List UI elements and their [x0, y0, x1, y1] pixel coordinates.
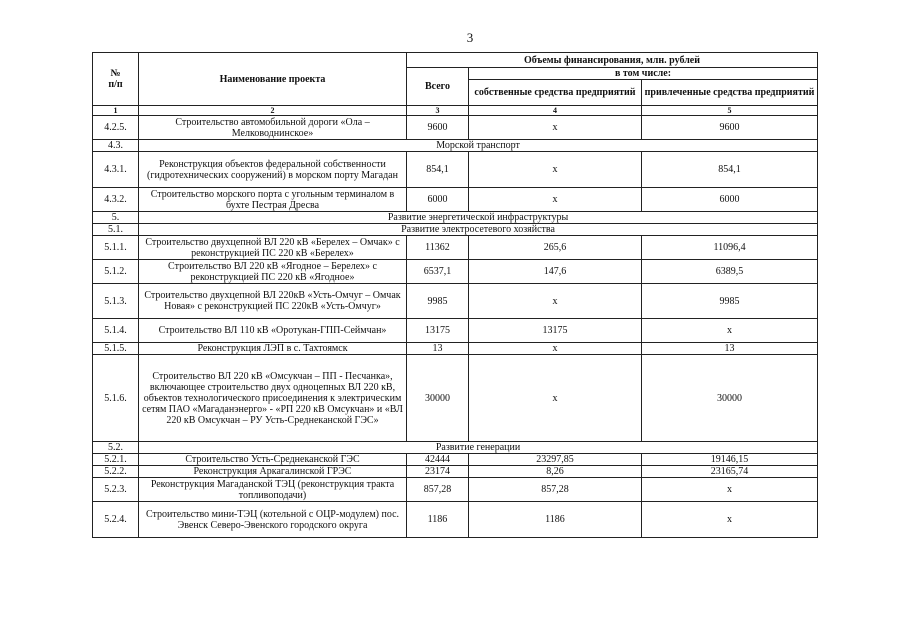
- project-name: Строительство двухцепной ВЛ 220 кВ «Берелех – Омчак» с реконструкцией ПС 220 кВ «Берелех»: [139, 236, 407, 260]
- row-number: 5.2.3.: [93, 478, 139, 502]
- section-row: [93, 140, 818, 152]
- header-project-name: Наименование проекта: [139, 53, 407, 106]
- table-row: [93, 502, 818, 538]
- row-number: 5.1.3.: [93, 284, 139, 319]
- column-number: 5: [642, 106, 818, 116]
- header-num: № п/п: [93, 53, 139, 106]
- project-name: Реконструкция Аркагалинской ГРЭС: [139, 466, 407, 478]
- column-number: 1: [93, 106, 139, 116]
- own-funds: x: [469, 152, 642, 188]
- total-amount: 42444: [407, 454, 469, 466]
- total-amount: 857,28: [407, 478, 469, 502]
- own-funds: x: [469, 343, 642, 355]
- column-number: 2: [139, 106, 407, 116]
- header-own-funds: собственные средства предприятий: [469, 80, 642, 106]
- section-title: Развитие электросетевого хозяйства: [139, 224, 818, 236]
- own-funds: 13175: [469, 319, 642, 343]
- header-funding: Объемы финансирования, млн. рублей: [407, 53, 818, 68]
- row-number: 5.1.5.: [93, 343, 139, 355]
- own-funds: 1186: [469, 502, 642, 538]
- project-name: Строительство Усть-Среднеканской ГЭС: [139, 454, 407, 466]
- own-funds: x: [469, 188, 642, 212]
- attracted-funds: x: [642, 319, 818, 343]
- total-amount: 1186: [407, 502, 469, 538]
- column-number: 4: [469, 106, 642, 116]
- project-name: Строительство ВЛ 220 кВ «Омсукчан – ПП - Песчанка», включающее строительство двух одноцепных ВЛ 220 кВ, объектов технологического присоединения к электрическим сетям ПАО «Магаданэнерго» - «РП 220 кВ Омсукчан» и «ВЛ 220 кВ Омсукчан – РУ Усть-Среднеканской ГЭС»: [139, 355, 407, 442]
- page-number: 3: [466, 30, 474, 45]
- project-name: Строительство ВЛ 110 кВ «Оротукан-ГПП-Сеймчан»: [139, 319, 407, 343]
- section-title: Развитие энергетической инфраструктуры: [139, 212, 818, 224]
- project-name: Реконструкция объектов федеральной собственности (гидротехнических сооружений) в морском порту Магадан: [139, 152, 407, 188]
- table-row: [93, 116, 818, 140]
- project-name: Строительство морского порта с угольным терминалом в бухте Пестрая Дресва: [139, 188, 407, 212]
- row-number: 5.2.1.: [93, 454, 139, 466]
- row-number: 5.1.6.: [93, 355, 139, 442]
- section-row: [93, 224, 818, 236]
- own-funds: x: [469, 116, 642, 140]
- table-body: [93, 116, 818, 538]
- row-number: 5.: [93, 212, 139, 224]
- total-amount: 23174: [407, 466, 469, 478]
- section-title: Развитие генерации: [139, 442, 818, 454]
- own-funds: 265,6: [469, 236, 642, 260]
- total-amount: 9600: [407, 116, 469, 140]
- attracted-funds: x: [642, 478, 818, 502]
- section-row: [93, 212, 818, 224]
- row-number: 5.2.2.: [93, 466, 139, 478]
- header-total: Всего: [407, 68, 469, 106]
- project-name: Строительство двухцепной ВЛ 220кВ «Усть-Омчуг – Омчак Новая» с реконструкцией ПС 220кВ «Усть-Омчуг»: [139, 284, 407, 319]
- attracted-funds: 9985: [642, 284, 818, 319]
- row-number: 5.1.2.: [93, 260, 139, 284]
- attracted-funds: 11096,4: [642, 236, 818, 260]
- column-number: 3: [407, 106, 469, 116]
- own-funds: 8,26: [469, 466, 642, 478]
- table-row: [93, 152, 818, 188]
- header-including: в том числе:: [469, 68, 818, 80]
- attracted-funds: 6000: [642, 188, 818, 212]
- table-row: [93, 188, 818, 212]
- total-amount: 11362: [407, 236, 469, 260]
- own-funds: 857,28: [469, 478, 642, 502]
- row-number: 4.2.5.: [93, 116, 139, 140]
- attracted-funds: 13: [642, 343, 818, 355]
- row-number: 5.1.: [93, 224, 139, 236]
- table-row: [93, 466, 818, 478]
- attracted-funds: 6389,5: [642, 260, 818, 284]
- total-amount: 13: [407, 343, 469, 355]
- project-name: Реконструкция Магаданской ТЭЦ (реконструкция тракта топливоподачи): [139, 478, 407, 502]
- total-amount: 6537,1: [407, 260, 469, 284]
- table-row: [93, 236, 818, 260]
- table-row: [93, 454, 818, 466]
- own-funds: 147,6: [469, 260, 642, 284]
- total-amount: 9985: [407, 284, 469, 319]
- table-row: [93, 284, 818, 319]
- table-row: [93, 260, 818, 284]
- project-name: Строительство мини-ТЭЦ (котельной с ОЦР-модулем) пос. Эвенск Северо-Эвенского городского округа: [139, 502, 407, 538]
- own-funds: x: [469, 284, 642, 319]
- table-row: [93, 343, 818, 355]
- row-number: 5.1.1.: [93, 236, 139, 260]
- project-name: Строительство ВЛ 220 кВ «Ягодное – Берелех» с реконструкцией ПС 220 кВ «Ягодное»: [139, 260, 407, 284]
- own-funds: 23297,85: [469, 454, 642, 466]
- row-number: 4.3.: [93, 140, 139, 152]
- attracted-funds: 9600: [642, 116, 818, 140]
- project-name: Строительство автомобильной дороги «Ола – Мелководнинское»: [139, 116, 407, 140]
- project-name: Реконструкция ЛЭП в с. Тахтоямск: [139, 343, 407, 355]
- attracted-funds: 23165,74: [642, 466, 818, 478]
- attracted-funds: 19146,15: [642, 454, 818, 466]
- row-number: 5.2.4.: [93, 502, 139, 538]
- row-number: 5.2.: [93, 442, 139, 454]
- financing-table: [92, 52, 818, 538]
- total-amount: 13175: [407, 319, 469, 343]
- total-amount: 854,1: [407, 152, 469, 188]
- column-numbers-row: [93, 106, 818, 116]
- table-row: [93, 478, 818, 502]
- attracted-funds: 854,1: [642, 152, 818, 188]
- row-number: 4.3.1.: [93, 152, 139, 188]
- table-row: [93, 355, 818, 442]
- section-title: Морской транспорт: [139, 140, 818, 152]
- total-amount: 30000: [407, 355, 469, 442]
- total-amount: 6000: [407, 188, 469, 212]
- attracted-funds: 30000: [642, 355, 818, 442]
- table-row: [93, 319, 818, 343]
- header-attracted-funds: привлеченные средства предприятий: [642, 80, 818, 106]
- attracted-funds: x: [642, 502, 818, 538]
- own-funds: x: [469, 355, 642, 442]
- row-number: 5.1.4.: [93, 319, 139, 343]
- section-row: [93, 442, 818, 454]
- row-number: 4.3.2.: [93, 188, 139, 212]
- table-header: [93, 53, 818, 116]
